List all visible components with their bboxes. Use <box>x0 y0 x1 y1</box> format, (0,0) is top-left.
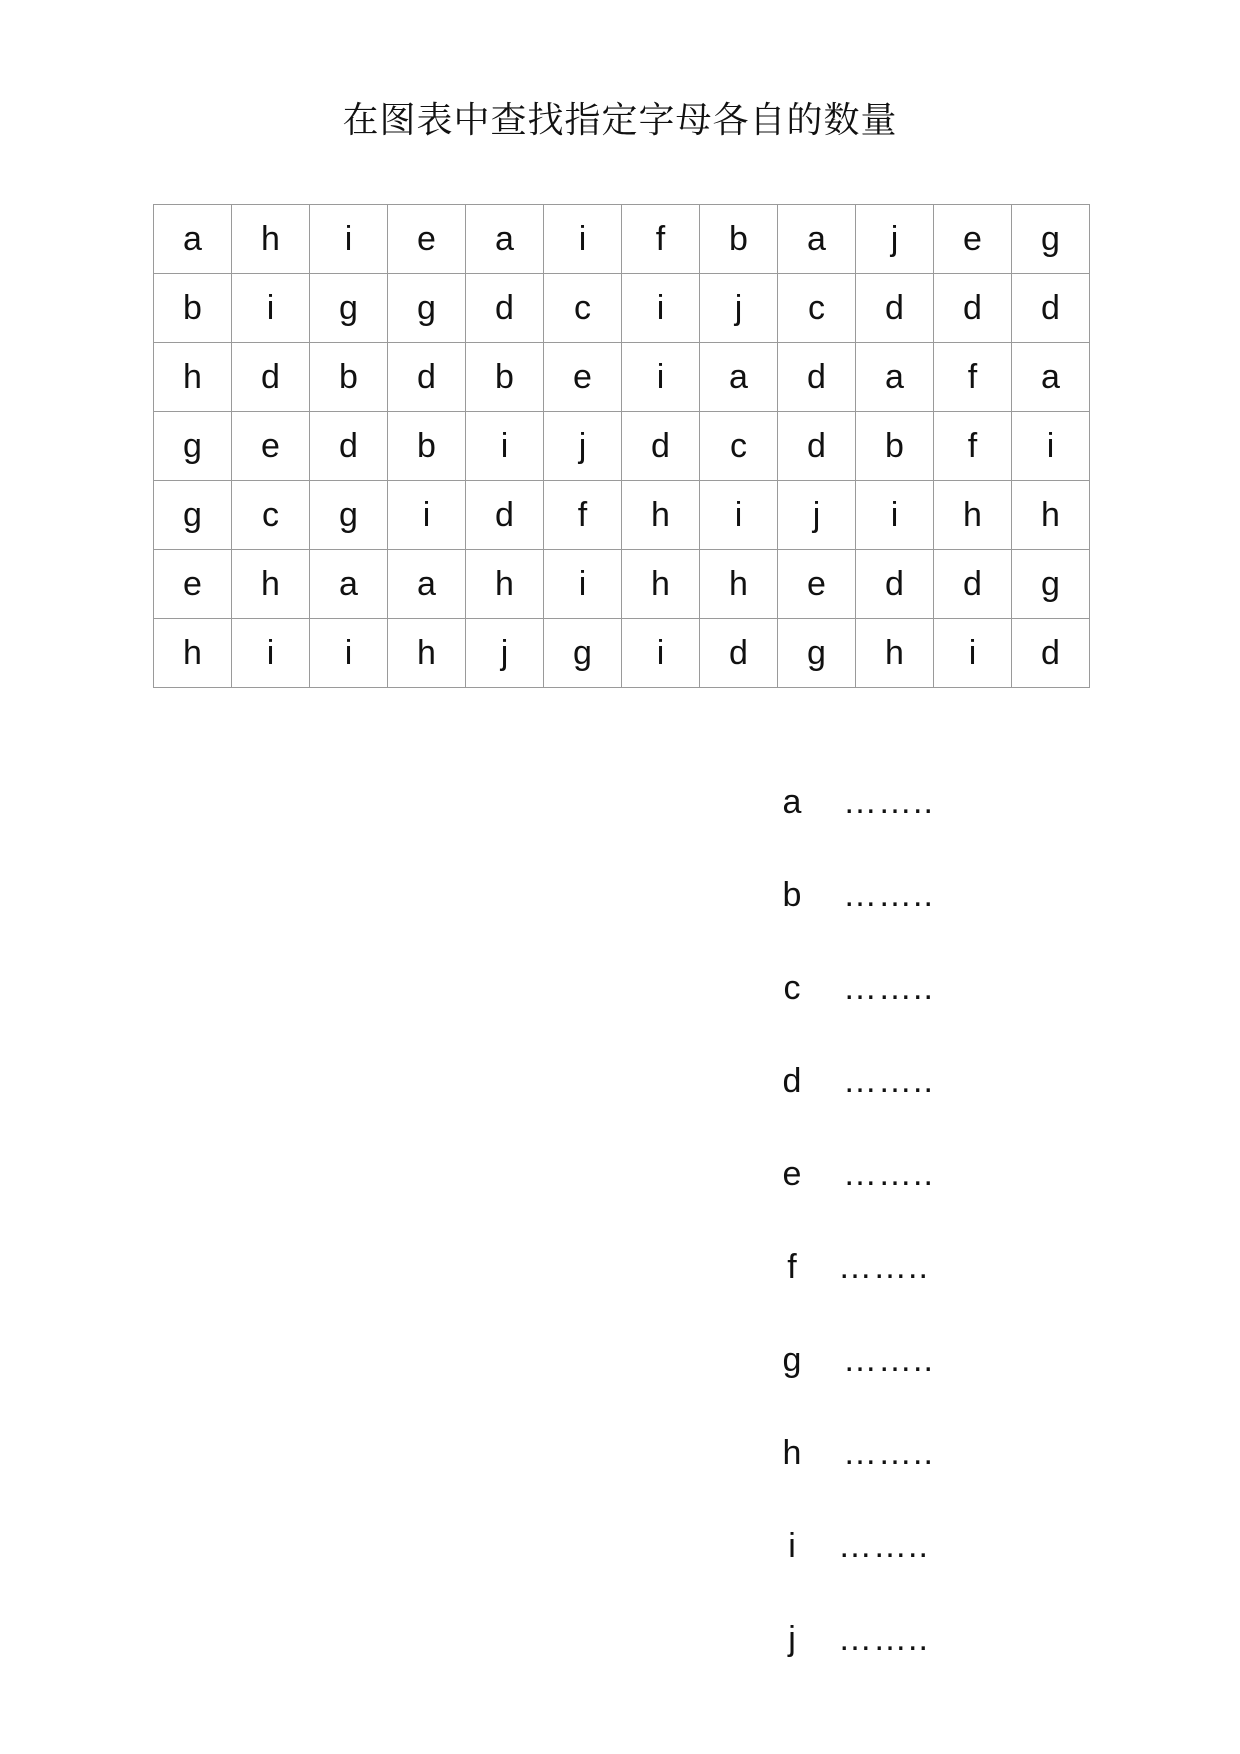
answer-blank[interactable]: …….. <box>843 1341 934 1379</box>
grid-cell: j <box>856 205 934 274</box>
letter-grid <box>153 204 1090 688</box>
grid-cell: h <box>388 619 466 688</box>
grid-cell: a <box>388 550 466 619</box>
grid-cell: h <box>154 619 232 688</box>
grid-cell: c <box>700 412 778 481</box>
grid-cell: d <box>310 412 388 481</box>
answer-blank[interactable]: …….. <box>838 1248 929 1286</box>
grid-cell: h <box>934 481 1012 550</box>
grid-cell: i <box>232 619 310 688</box>
grid-cell: e <box>544 343 622 412</box>
grid-cell: h <box>154 343 232 412</box>
grid-cell: d <box>1012 619 1090 688</box>
grid-cell: e <box>934 205 1012 274</box>
grid-cell: d <box>388 343 466 412</box>
answer-row-b <box>775 876 934 969</box>
grid-cell: i <box>934 619 1012 688</box>
grid-row <box>154 619 1090 688</box>
grid-cell: f <box>544 481 622 550</box>
grid-row <box>154 550 1090 619</box>
answer-row-f <box>775 1248 934 1341</box>
grid-cell: d <box>856 550 934 619</box>
grid-cell: d <box>466 481 544 550</box>
answer-row-g <box>775 1341 934 1434</box>
answer-row-d <box>775 1062 934 1155</box>
grid-cell: g <box>544 619 622 688</box>
grid-cell: b <box>310 343 388 412</box>
grid-row <box>154 205 1090 274</box>
grid-cell: g <box>310 274 388 343</box>
grid-cell: b <box>856 412 934 481</box>
answer-letter: b <box>782 876 802 914</box>
grid-cell: h <box>466 550 544 619</box>
grid-cell: d <box>622 412 700 481</box>
answer-blank[interactable]: …….. <box>838 1527 929 1565</box>
grid-cell: i <box>622 619 700 688</box>
grid-cell: i <box>232 274 310 343</box>
grid-cell: i <box>310 619 388 688</box>
grid-cell: d <box>466 274 544 343</box>
grid-cell: a <box>856 343 934 412</box>
grid-cell: h <box>622 550 700 619</box>
grid-cell: g <box>1012 550 1090 619</box>
answer-letter: f <box>787 1248 797 1286</box>
grid-cell: j <box>778 481 856 550</box>
answer-letter: j <box>788 1620 796 1658</box>
answer-blank[interactable]: …….. <box>843 969 934 1007</box>
answer-row-j <box>775 1620 934 1713</box>
grid-cell: e <box>778 550 856 619</box>
grid-cell: i <box>388 481 466 550</box>
grid-cell: f <box>934 343 1012 412</box>
grid-cell: e <box>154 550 232 619</box>
grid-cell: i <box>622 343 700 412</box>
grid-cell: e <box>232 412 310 481</box>
grid-cell: i <box>700 481 778 550</box>
grid-cell: e <box>388 205 466 274</box>
grid-cell: a <box>310 550 388 619</box>
grid-cell: d <box>934 274 1012 343</box>
answer-row-h <box>775 1434 934 1527</box>
grid-cell: c <box>544 274 622 343</box>
grid-cell: f <box>934 412 1012 481</box>
grid-row <box>154 412 1090 481</box>
grid-cell: d <box>1012 274 1090 343</box>
grid-cell: a <box>778 205 856 274</box>
answer-letter: c <box>783 969 801 1007</box>
grid-cell: h <box>856 619 934 688</box>
grid-cell: g <box>778 619 856 688</box>
grid-cell: d <box>700 619 778 688</box>
grid-cell: c <box>232 481 310 550</box>
grid-cell: h <box>232 550 310 619</box>
answer-blank[interactable]: …….. <box>838 1620 929 1658</box>
answer-blank[interactable]: …….. <box>843 876 934 914</box>
answer-row-i <box>775 1527 934 1620</box>
grid-cell: g <box>1012 205 1090 274</box>
grid-cell: b <box>466 343 544 412</box>
answer-letter: d <box>782 1062 802 1100</box>
grid-cell: g <box>388 274 466 343</box>
grid-cell: i <box>1012 412 1090 481</box>
grid-cell: h <box>700 550 778 619</box>
answer-blank[interactable]: …….. <box>843 783 934 821</box>
grid-cell: b <box>700 205 778 274</box>
answer-letter: i <box>788 1527 796 1565</box>
grid-cell: i <box>310 205 388 274</box>
grid-cell: j <box>544 412 622 481</box>
grid-cell: b <box>154 274 232 343</box>
answer-row-c <box>775 969 934 1062</box>
answer-row-e <box>775 1155 934 1248</box>
grid-row <box>154 343 1090 412</box>
grid-cell: g <box>310 481 388 550</box>
answer-blank[interactable]: …….. <box>843 1434 934 1472</box>
answer-blank[interactable]: …….. <box>843 1155 934 1193</box>
grid-cell: b <box>388 412 466 481</box>
grid-cell: i <box>622 274 700 343</box>
grid-cell: j <box>700 274 778 343</box>
grid-row <box>154 274 1090 343</box>
answer-list <box>775 783 934 1713</box>
worksheet-title: 在图表中查找指定字母各自的数量 <box>342 100 898 141</box>
grid-row <box>154 481 1090 550</box>
answer-letter: e <box>782 1155 802 1193</box>
grid-cell: d <box>778 412 856 481</box>
grid-cell: a <box>1012 343 1090 412</box>
grid-cell: d <box>232 343 310 412</box>
answer-row-a <box>775 783 934 876</box>
grid-cell: h <box>1012 481 1090 550</box>
grid-cell: i <box>466 412 544 481</box>
grid-cell: a <box>700 343 778 412</box>
grid-cell: g <box>154 412 232 481</box>
grid-cell: h <box>232 205 310 274</box>
grid-cell: i <box>856 481 934 550</box>
answer-blank[interactable]: …….. <box>843 1062 934 1100</box>
grid-cell: g <box>154 481 232 550</box>
grid-cell: d <box>856 274 934 343</box>
grid-cell: a <box>466 205 544 274</box>
grid-cell: c <box>778 274 856 343</box>
answer-letter: h <box>782 1434 802 1472</box>
answer-letter: a <box>782 783 802 821</box>
grid-cell: i <box>544 205 622 274</box>
answer-letter: g <box>782 1341 802 1379</box>
grid-cell: d <box>934 550 1012 619</box>
grid-cell: i <box>544 550 622 619</box>
grid-cell: a <box>154 205 232 274</box>
grid-cell: h <box>622 481 700 550</box>
grid-cell: j <box>466 619 544 688</box>
grid-cell: f <box>622 205 700 274</box>
grid-cell: d <box>778 343 856 412</box>
